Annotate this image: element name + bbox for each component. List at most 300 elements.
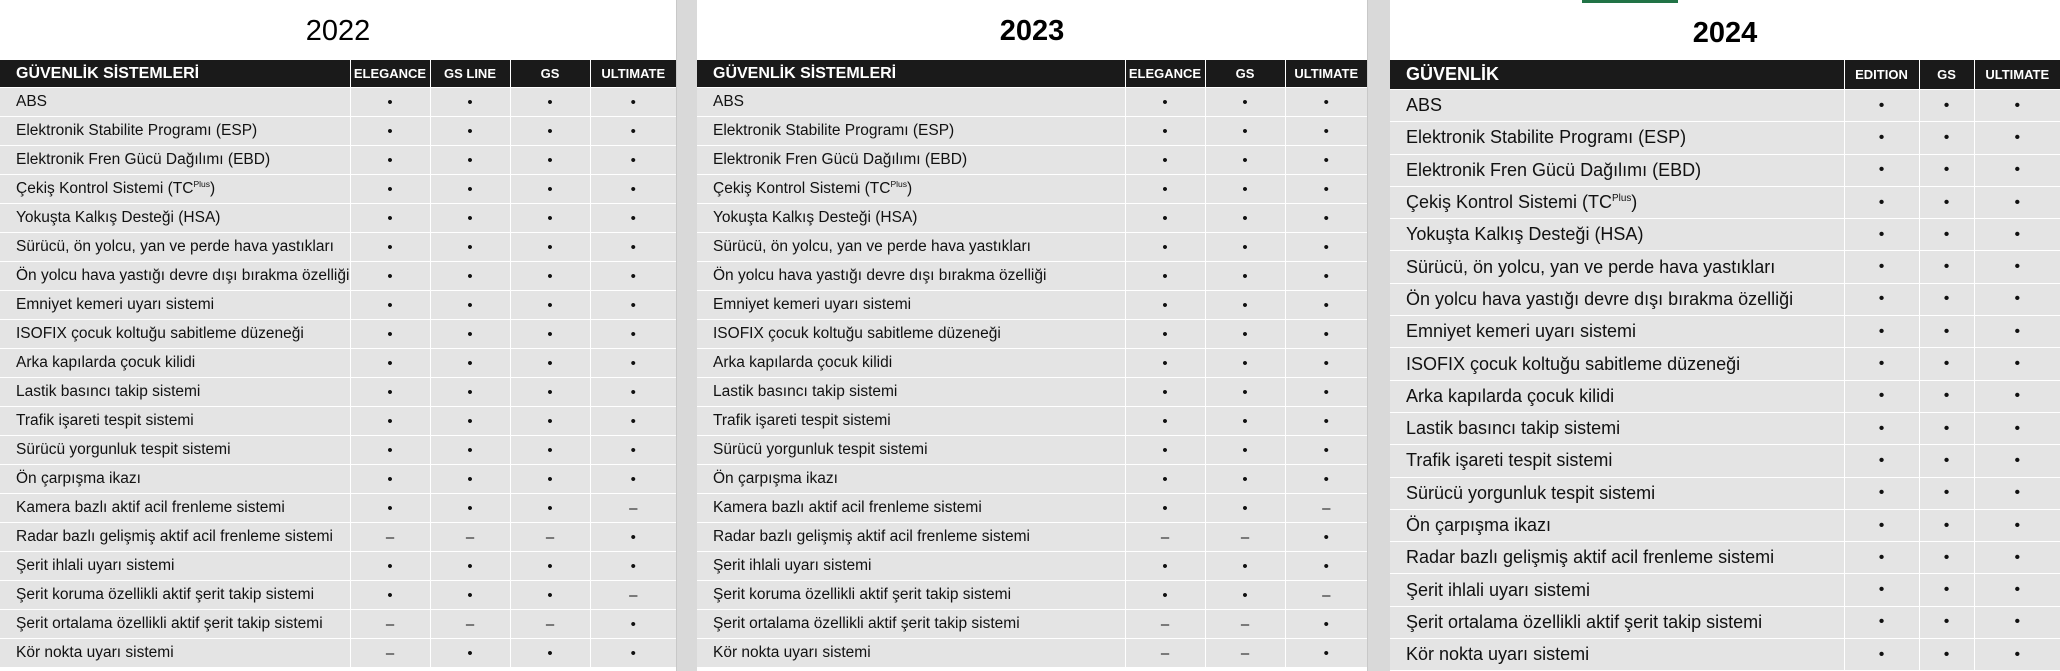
table-row <box>0 639 676 668</box>
availability-mark: • <box>1919 509 1974 541</box>
feature-name <box>697 639 1125 668</box>
table-row <box>697 233 1367 262</box>
availability-mark: • <box>1844 542 1919 574</box>
feature-label: Elektronik Fren Gücü Dağılımı (EBD) <box>713 151 968 168</box>
availability-mark: • <box>1974 606 2060 638</box>
availability-mark: • <box>1285 378 1367 407</box>
availability-mark: • <box>1125 378 1205 407</box>
availability-mark: • <box>1205 204 1285 233</box>
header-row <box>697 60 1367 88</box>
availability-mark: • <box>350 88 430 117</box>
availability-mark: • <box>1919 348 1974 380</box>
availability-mark: – <box>430 523 510 552</box>
table-row <box>1390 283 2060 315</box>
table-row <box>0 523 676 552</box>
availability-mark: – <box>1125 523 1205 552</box>
availability-mark: • <box>1919 283 1974 315</box>
availability-mark: • <box>1974 348 2060 380</box>
availability-mark: – <box>1205 639 1285 668</box>
feature-label: Yokuşta Kalkış Desteği (HSA) <box>713 209 918 226</box>
availability-mark: • <box>1919 90 1974 122</box>
availability-mark: • <box>1125 494 1205 523</box>
feature-name <box>697 88 1125 117</box>
availability-mark: • <box>1205 494 1285 523</box>
feature-name <box>1390 412 1844 444</box>
availability-mark: • <box>350 494 430 523</box>
availability-mark: • <box>1919 122 1974 154</box>
availability-mark: • <box>590 552 676 581</box>
feature-name <box>1390 122 1844 154</box>
availability-mark: • <box>350 349 430 378</box>
availability-mark: • <box>1125 204 1205 233</box>
table-panel-2023 <box>697 0 1368 671</box>
availability-mark: • <box>1205 349 1285 378</box>
availability-mark: – <box>430 610 510 639</box>
availability-mark: – <box>590 494 676 523</box>
feature-name <box>697 552 1125 581</box>
availability-mark: • <box>1844 380 1919 412</box>
table-row <box>0 88 676 117</box>
availability-mark: • <box>1919 477 1974 509</box>
feature-label-superscript: Plus <box>1612 193 1632 205</box>
feature-label: Lastik basıncı takip sistemi <box>16 383 201 400</box>
table-panel-2024 <box>1390 0 2060 671</box>
feature-label: Emniyet kemeri uyarı sistemi <box>713 296 912 313</box>
feature-label: Sürücü yorgunluk tespit sistemi <box>16 441 231 458</box>
feature-label: Ön çarpışma ikazı <box>1406 515 1552 535</box>
availability-mark: • <box>1205 262 1285 291</box>
feature-label: Arka kapılarda çocuk kilidi <box>16 354 196 371</box>
availability-mark: • <box>1205 436 1285 465</box>
availability-mark: • <box>1974 380 2060 412</box>
availability-mark: • <box>590 146 676 175</box>
feature-label: ISOFIX çocuk koltuğu sabitleme düzeneği <box>16 325 304 342</box>
feature-label: Ön yolcu hava yastığı devre dışı bırakma özelliği <box>1406 288 1794 309</box>
availability-mark: • <box>1844 316 1919 348</box>
availability-mark: • <box>430 407 510 436</box>
availability-mark: • <box>350 204 430 233</box>
feature-label: Yokuşta Kalkış Desteği (HSA) <box>1406 224 1644 245</box>
table-panel-2022 <box>0 0 677 671</box>
availability-mark: • <box>350 175 430 204</box>
trim-column-header: GS <box>1205 60 1285 88</box>
feature-name <box>0 349 350 378</box>
availability-mark: • <box>1205 175 1285 204</box>
availability-mark: • <box>1205 581 1285 610</box>
table-row <box>1390 574 2060 606</box>
feature-label: Şerit koruma özellikli aktif şerit takip sistemi <box>16 586 315 603</box>
availability-mark: • <box>1285 175 1367 204</box>
feature-name <box>697 436 1125 465</box>
feature-label: Elektronik Fren Gücü Dağılımı (EBD) <box>1406 159 1702 180</box>
feature-name <box>0 262 350 291</box>
availability-mark: • <box>1285 436 1367 465</box>
availability-mark: • <box>590 407 676 436</box>
feature-label: Lastik basıncı takip sistemi <box>1406 418 1621 439</box>
availability-mark: • <box>1285 262 1367 291</box>
availability-mark: • <box>590 523 676 552</box>
availability-mark: • <box>430 349 510 378</box>
feature-label: Trafik işareti tespit sistemi <box>713 412 891 429</box>
feature-label-end: ) <box>210 180 216 197</box>
availability-mark: • <box>1125 88 1205 117</box>
feature-label: Arka kapılarda çocuk kilidi <box>1406 385 1615 406</box>
availability-mark: • <box>1125 262 1205 291</box>
feature-name <box>697 117 1125 146</box>
feature-label: Emniyet kemeri uyarı sistemi <box>1406 321 1637 342</box>
feature-name <box>697 378 1125 407</box>
availability-mark: • <box>590 378 676 407</box>
year-title: 2022 <box>305 15 371 47</box>
feature-label: Kör nokta uyarı sistemi <box>1406 644 1590 665</box>
feature-label: Emniyet kemeri uyarı sistemi <box>16 296 215 313</box>
feature-label: Trafik işareti tespit sistemi <box>16 412 194 429</box>
availability-mark: • <box>1125 465 1205 494</box>
availability-mark: • <box>1205 146 1285 175</box>
availability-mark: • <box>1974 90 2060 122</box>
safety-table <box>697 60 1367 667</box>
table-row <box>697 639 1367 668</box>
table-row <box>0 291 676 320</box>
availability-mark: • <box>350 581 430 610</box>
table-row <box>697 552 1367 581</box>
availability-mark: • <box>350 262 430 291</box>
availability-mark: • <box>430 233 510 262</box>
table-row <box>1390 186 2060 218</box>
feature-name <box>697 146 1125 175</box>
feature-label: Kamera bazlı aktif acil frenleme sistemi <box>16 499 285 516</box>
table-row <box>0 378 676 407</box>
availability-mark: • <box>1205 378 1285 407</box>
header-row <box>0 60 676 88</box>
availability-mark: • <box>1974 154 2060 186</box>
feature-name <box>1390 445 1844 477</box>
availability-mark: • <box>350 552 430 581</box>
table-row <box>1390 348 2060 380</box>
feature-name <box>1390 90 1844 122</box>
availability-mark: – <box>1125 639 1205 668</box>
feature-name <box>697 349 1125 378</box>
table-row <box>0 552 676 581</box>
feature-name <box>0 523 350 552</box>
feature-name <box>1390 186 1844 218</box>
feature-label: ISOFIX çocuk koltuğu sabitleme düzeneği <box>1406 353 1741 374</box>
table-row <box>697 146 1367 175</box>
availability-mark: – <box>350 610 430 639</box>
availability-mark: • <box>350 465 430 494</box>
table-row <box>1390 380 2060 412</box>
availability-mark: • <box>430 146 510 175</box>
feature-label: Ön yolcu hava yastığı devre dışı bırakma özelliği <box>16 267 350 284</box>
availability-mark: – <box>1285 494 1367 523</box>
availability-mark: • <box>430 291 510 320</box>
availability-mark: • <box>1919 219 1974 251</box>
feature-label: Şerit koruma özellikli aktif şerit takip sistemi <box>713 586 1012 603</box>
availability-mark: • <box>350 320 430 349</box>
table-row <box>697 291 1367 320</box>
availability-mark: • <box>1919 639 1974 671</box>
availability-mark: • <box>1919 412 1974 444</box>
table-row <box>1390 445 2060 477</box>
feature-name <box>0 320 350 349</box>
feature-name <box>1390 606 1844 638</box>
feature-name <box>0 407 350 436</box>
feature-label: Radar bazlı gelişmiş aktif acil frenleme sistemi <box>16 528 333 545</box>
availability-mark: – <box>510 610 590 639</box>
availability-mark: • <box>1844 186 1919 218</box>
availability-mark: • <box>1205 291 1285 320</box>
feature-name <box>0 175 350 204</box>
availability-mark: • <box>1844 283 1919 315</box>
availability-mark: – <box>350 639 430 668</box>
table-row <box>1390 606 2060 638</box>
trim-column-header: EDITION <box>1844 60 1919 90</box>
availability-mark: • <box>430 262 510 291</box>
feature-name <box>0 378 350 407</box>
availability-mark: • <box>1844 251 1919 283</box>
feature-label: Çekiş Kontrol Sistemi (TC <box>713 180 891 197</box>
feature-label: Kör nokta uyarı sistemi <box>713 644 871 661</box>
table-row <box>0 233 676 262</box>
availability-mark: • <box>510 262 590 291</box>
availability-mark: • <box>1125 175 1205 204</box>
availability-mark: • <box>1919 186 1974 218</box>
availability-mark: • <box>1285 552 1367 581</box>
feature-name <box>697 233 1125 262</box>
availability-mark: • <box>1919 316 1974 348</box>
availability-mark: • <box>350 291 430 320</box>
table-row <box>1390 154 2060 186</box>
table-row <box>0 494 676 523</box>
availability-mark: • <box>430 639 510 668</box>
availability-mark: • <box>1974 283 2060 315</box>
availability-mark: • <box>590 204 676 233</box>
table-row <box>0 146 676 175</box>
table-row <box>1390 122 2060 154</box>
availability-mark: • <box>590 88 676 117</box>
feature-label: Ön yolcu hava yastığı devre dışı bırakma özelliği <box>713 267 1047 284</box>
feature-name <box>1390 380 1844 412</box>
availability-mark: • <box>1919 574 1974 606</box>
availability-mark: • <box>1285 407 1367 436</box>
feature-label: Radar bazlı gelişmiş aktif acil frenleme sistemi <box>1406 547 1775 568</box>
availability-mark: • <box>1125 552 1205 581</box>
availability-mark: • <box>1974 574 2060 606</box>
feature-label: Sürücü, ön yolcu, yan ve perde hava yastıkları <box>713 238 1031 255</box>
availability-mark: • <box>590 233 676 262</box>
cell-selection-marker <box>1582 0 1678 3</box>
feature-label: Sürücü yorgunluk tespit sistemi <box>1406 482 1656 503</box>
availability-mark: • <box>590 465 676 494</box>
availability-mark: • <box>590 320 676 349</box>
feature-name <box>1390 574 1844 606</box>
availability-mark: • <box>350 117 430 146</box>
availability-mark: • <box>1205 88 1285 117</box>
feature-label: Radar bazlı gelişmiş aktif acil frenleme sistemi <box>713 528 1030 545</box>
feature-name <box>1390 251 1844 283</box>
table-row <box>0 349 676 378</box>
availability-mark: • <box>1205 117 1285 146</box>
availability-mark: • <box>1844 348 1919 380</box>
table-row <box>697 581 1367 610</box>
availability-mark: • <box>430 436 510 465</box>
feature-name <box>697 494 1125 523</box>
availability-mark: • <box>1285 146 1367 175</box>
availability-mark: • <box>510 349 590 378</box>
availability-mark: • <box>1285 465 1367 494</box>
table-row <box>0 465 676 494</box>
feature-label: Sürücü, ön yolcu, yan ve perde hava yastıkları <box>16 238 334 255</box>
availability-mark: • <box>430 320 510 349</box>
table-row <box>697 407 1367 436</box>
availability-mark: • <box>1844 477 1919 509</box>
availability-mark: • <box>350 378 430 407</box>
table-row <box>697 436 1367 465</box>
availability-mark: • <box>510 146 590 175</box>
feature-label: ABS <box>16 93 48 110</box>
trim-column-header: ELEGANCE <box>1125 60 1205 88</box>
availability-mark: • <box>590 639 676 668</box>
availability-mark: – <box>350 523 430 552</box>
availability-mark: • <box>1919 445 1974 477</box>
feature-label: Çekiş Kontrol Sistemi (TC <box>1406 192 1613 213</box>
availability-mark: • <box>1285 117 1367 146</box>
table-row <box>1390 251 2060 283</box>
feature-name <box>697 175 1125 204</box>
feature-name <box>0 291 350 320</box>
availability-mark: • <box>1844 639 1919 671</box>
availability-mark: • <box>1285 233 1367 262</box>
feature-name <box>697 581 1125 610</box>
table-row <box>0 581 676 610</box>
availability-mark: • <box>1285 320 1367 349</box>
availability-mark: • <box>430 581 510 610</box>
feature-label: ISOFIX çocuk koltuğu sabitleme düzeneği <box>713 325 1001 342</box>
availability-mark: • <box>590 175 676 204</box>
feature-label: Trafik işareti tespit sistemi <box>1406 450 1613 471</box>
availability-mark: • <box>510 552 590 581</box>
header-row <box>1390 60 2060 90</box>
feature-label: Ön çarpışma ikazı <box>16 470 141 487</box>
feature-name <box>1390 639 1844 671</box>
availability-mark: • <box>1285 88 1367 117</box>
availability-mark: • <box>430 117 510 146</box>
feature-name <box>697 407 1125 436</box>
availability-mark: • <box>1125 146 1205 175</box>
feature-label-end: ) <box>1631 192 1638 213</box>
feature-label: Elektronik Fren Gücü Dağılımı (EBD) <box>16 151 271 168</box>
availability-mark: • <box>1125 581 1205 610</box>
feature-name <box>1390 154 1844 186</box>
availability-mark: • <box>510 378 590 407</box>
safety-table <box>0 60 676 667</box>
feature-name <box>697 291 1125 320</box>
table-row <box>0 117 676 146</box>
table-row <box>697 523 1367 552</box>
availability-mark: • <box>590 117 676 146</box>
year-title: 2023 <box>999 15 1065 47</box>
table-row <box>0 610 676 639</box>
availability-mark: • <box>1844 509 1919 541</box>
availability-mark: • <box>590 436 676 465</box>
year-title: 2024 <box>1692 17 1758 49</box>
availability-mark: – <box>1285 581 1367 610</box>
feature-label: Kör nokta uyarı sistemi <box>16 644 174 661</box>
availability-mark: • <box>1844 606 1919 638</box>
feature-name <box>697 610 1125 639</box>
availability-mark: • <box>510 494 590 523</box>
availability-mark: • <box>1844 412 1919 444</box>
table-row <box>697 88 1367 117</box>
availability-mark: • <box>1205 407 1285 436</box>
availability-mark: • <box>1974 251 2060 283</box>
feature-name <box>697 204 1125 233</box>
trim-column-header: ULTIMATE <box>590 60 676 88</box>
availability-mark: • <box>1205 552 1285 581</box>
availability-mark: • <box>510 204 590 233</box>
availability-mark: • <box>1844 574 1919 606</box>
availability-mark: • <box>350 436 430 465</box>
availability-mark: • <box>1125 291 1205 320</box>
table-row <box>697 465 1367 494</box>
feature-name <box>0 581 350 610</box>
availability-mark: • <box>430 552 510 581</box>
feature-label-superscript: Plus <box>193 178 211 189</box>
feature-label: Yokuşta Kalkış Desteği (HSA) <box>16 209 221 226</box>
feature-label: Şerit ortalama özellikli aktif şerit takip sistemi <box>16 615 323 632</box>
availability-mark: • <box>1285 639 1367 668</box>
availability-mark: • <box>590 291 676 320</box>
availability-mark: – <box>1205 523 1285 552</box>
feature-name <box>1390 348 1844 380</box>
availability-mark: • <box>1205 320 1285 349</box>
availability-mark: – <box>510 523 590 552</box>
feature-name <box>1390 509 1844 541</box>
section-header: GÜVENLİK SİSTEMLERİ <box>0 60 350 88</box>
feature-name <box>1390 316 1844 348</box>
table-row <box>1390 639 2060 671</box>
table-row <box>697 494 1367 523</box>
availability-mark: • <box>430 465 510 494</box>
feature-name <box>1390 477 1844 509</box>
feature-name <box>697 262 1125 291</box>
availability-mark: • <box>1205 465 1285 494</box>
availability-mark: • <box>1285 349 1367 378</box>
availability-mark: • <box>1974 477 2060 509</box>
feature-name <box>0 233 350 262</box>
feature-label: Şerit ihlali uyarı sistemi <box>1406 579 1591 600</box>
availability-mark: • <box>1919 251 1974 283</box>
table-row <box>1390 509 2060 541</box>
table-row <box>697 175 1367 204</box>
feature-name <box>0 117 350 146</box>
availability-mark: • <box>510 117 590 146</box>
availability-mark: • <box>1205 233 1285 262</box>
availability-mark: • <box>510 639 590 668</box>
table-row <box>1390 219 2060 251</box>
availability-mark: • <box>1125 233 1205 262</box>
availability-mark: • <box>1974 412 2060 444</box>
section-header: GÜVENLİK <box>1390 60 1844 90</box>
table-row <box>0 204 676 233</box>
trim-column-header: GS LINE <box>430 60 510 88</box>
availability-mark: • <box>430 88 510 117</box>
feature-name <box>697 523 1125 552</box>
table-row <box>0 436 676 465</box>
availability-mark: • <box>590 349 676 378</box>
availability-mark: • <box>430 494 510 523</box>
trim-column-header: ULTIMATE <box>1285 60 1367 88</box>
